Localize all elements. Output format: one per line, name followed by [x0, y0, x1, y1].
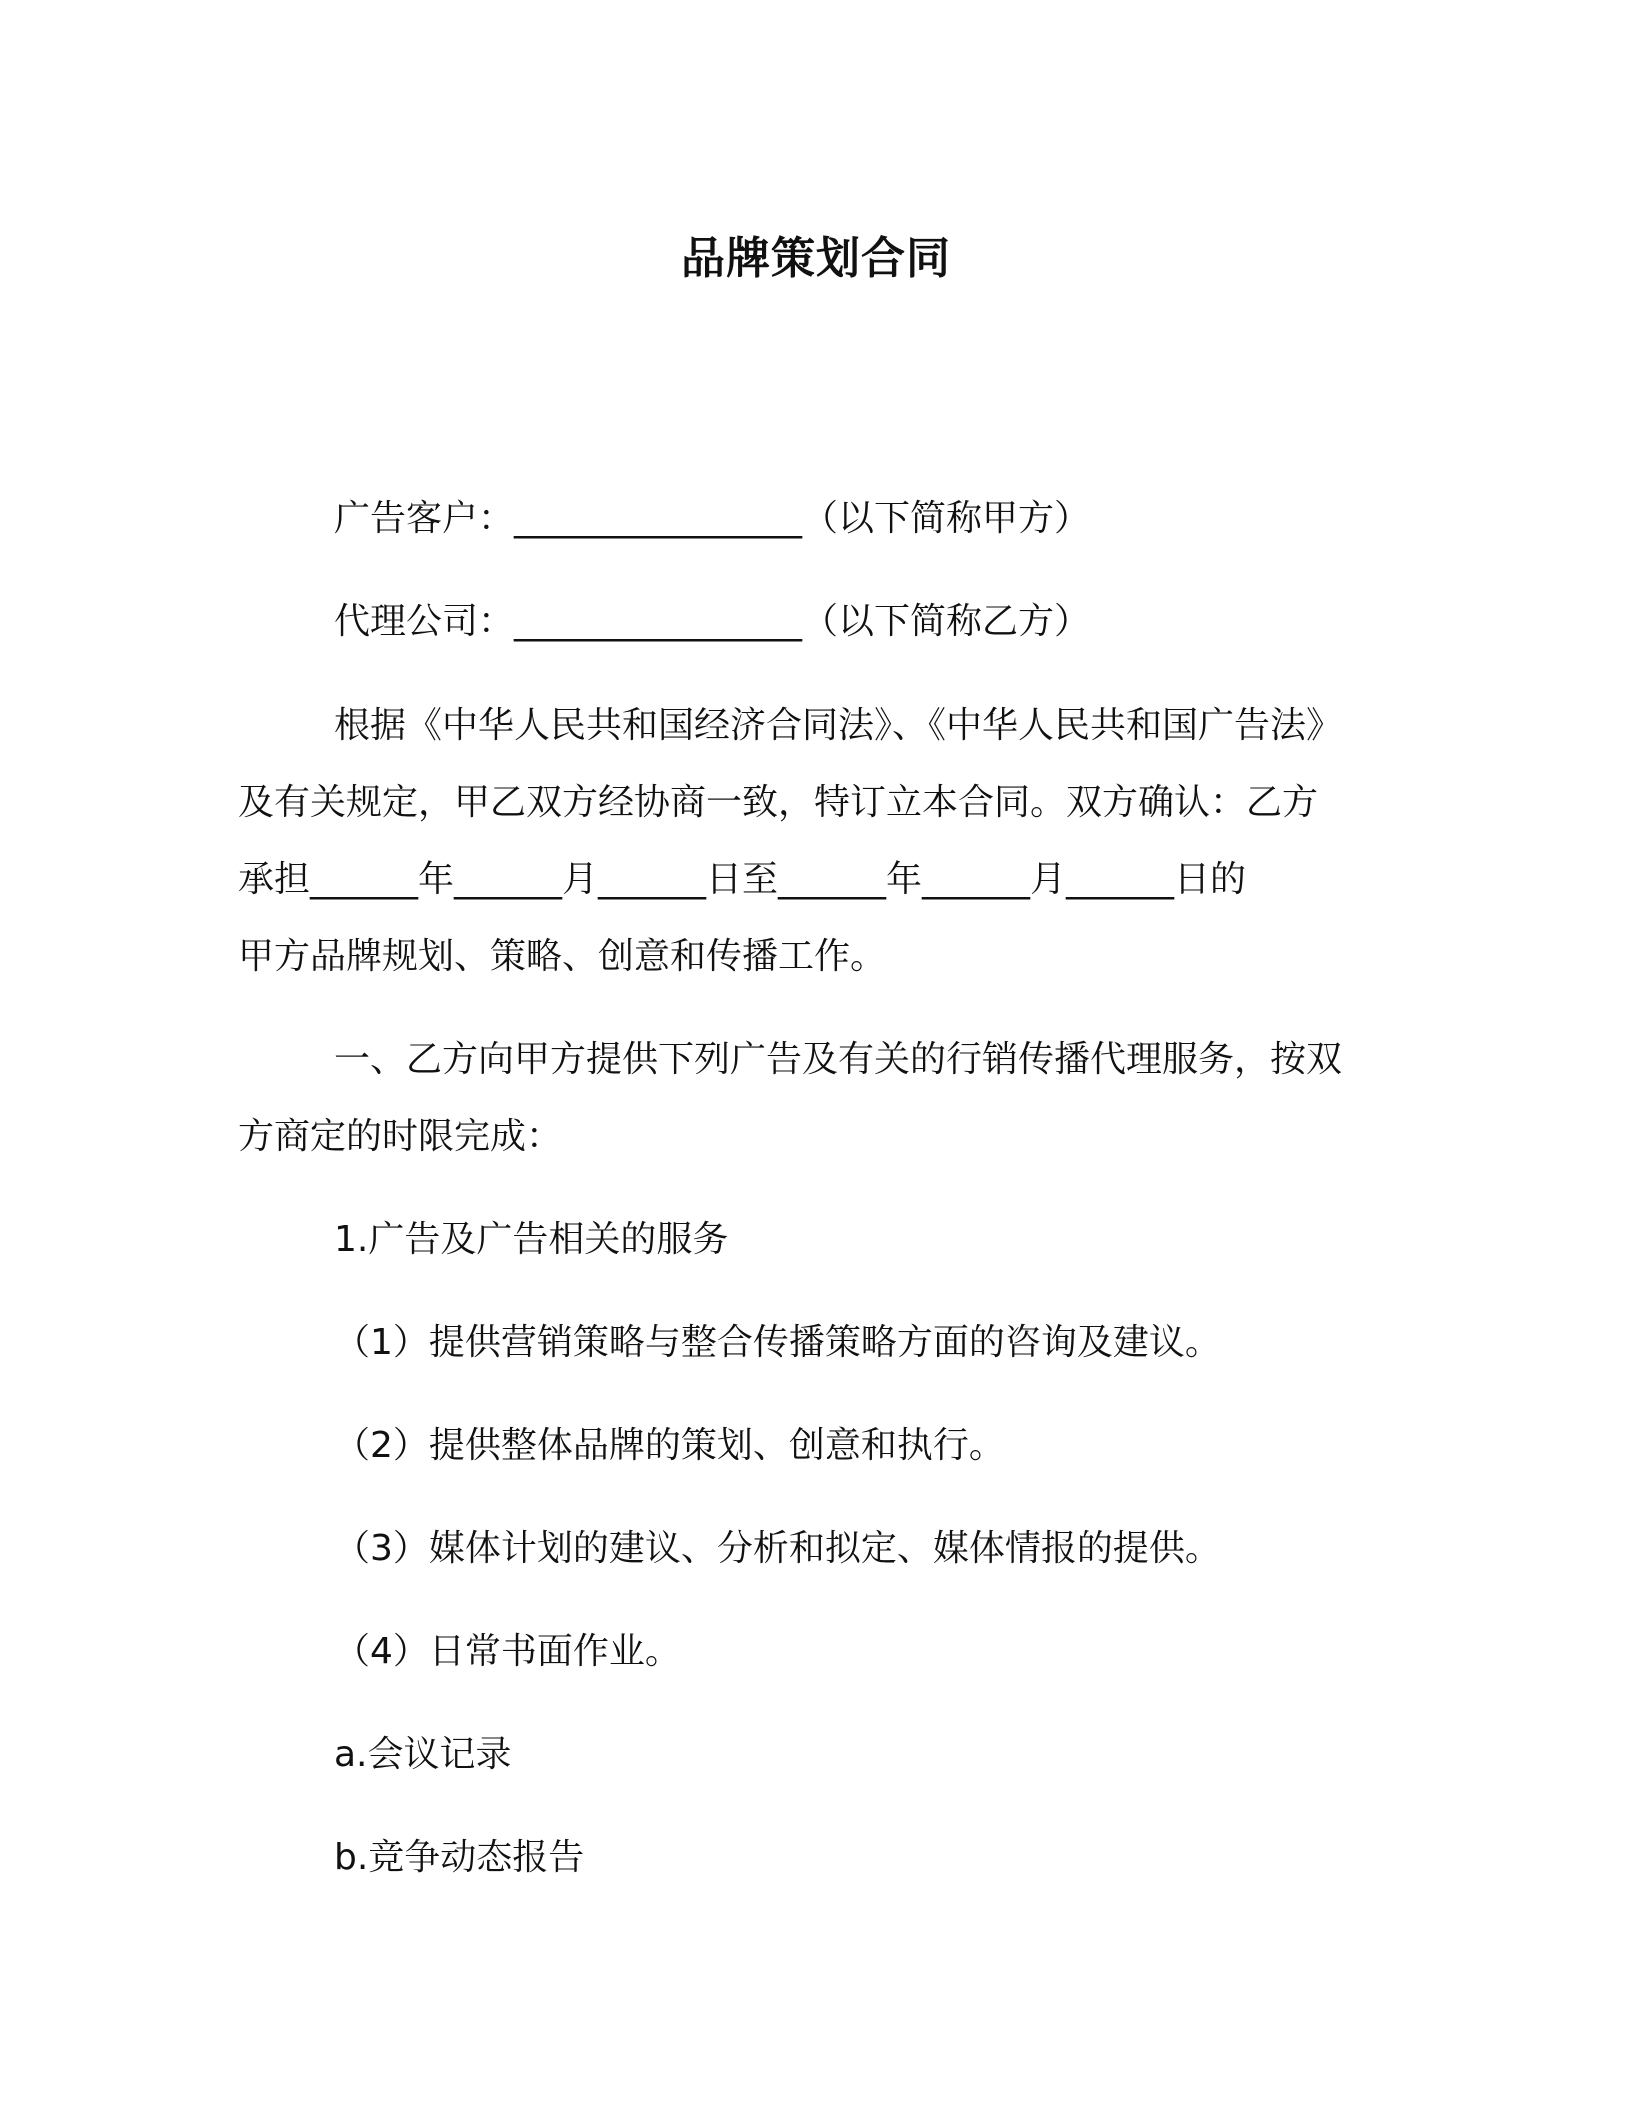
sub-item-4: （4）日常书面作业。: [334, 1631, 681, 1672]
preamble-line-1: 根据《中华人民共和国经济合同法》、《中华人民共和国广告法》: [334, 705, 1343, 746]
party-a-line: 广告客户：________________（以下简称甲方）: [334, 498, 1091, 539]
section-one-line-2: 方商定的时限完成：: [238, 1116, 563, 1157]
preamble-line-3: 承担______年______月______日至______年______月______日的: [238, 859, 1246, 900]
letter-item-a: a.会议记录: [334, 1734, 512, 1775]
preamble-line-4: 甲方品牌规划、策略、创意和传播工作。: [238, 936, 887, 977]
preamble-line-2: 及有关规定，甲乙双方经协商一致，特订立本合同。双方确认：乙方: [238, 782, 1319, 823]
letter-item-b: b.竞争动态报告: [334, 1837, 585, 1878]
party-b-line: 代理公司：________________（以下简称乙方）: [334, 601, 1091, 642]
item-1-heading: 1.广告及广告相关的服务: [334, 1219, 729, 1260]
sub-item-3: （3）媒体计划的建议、分析和拟定、媒体情报的提供。: [334, 1528, 1221, 1569]
section-one-line-1: 一、乙方向甲方提供下列广告及有关的行销传播代理服务，按双: [334, 1039, 1343, 1080]
sub-item-1: （1）提供营销策略与整合传播策略方面的咨询及建议。: [334, 1322, 1221, 1363]
sub-item-2: （2）提供整体品牌的策划、创意和执行。: [334, 1425, 1005, 1466]
document-title: 品牌策划合同: [681, 233, 951, 284]
